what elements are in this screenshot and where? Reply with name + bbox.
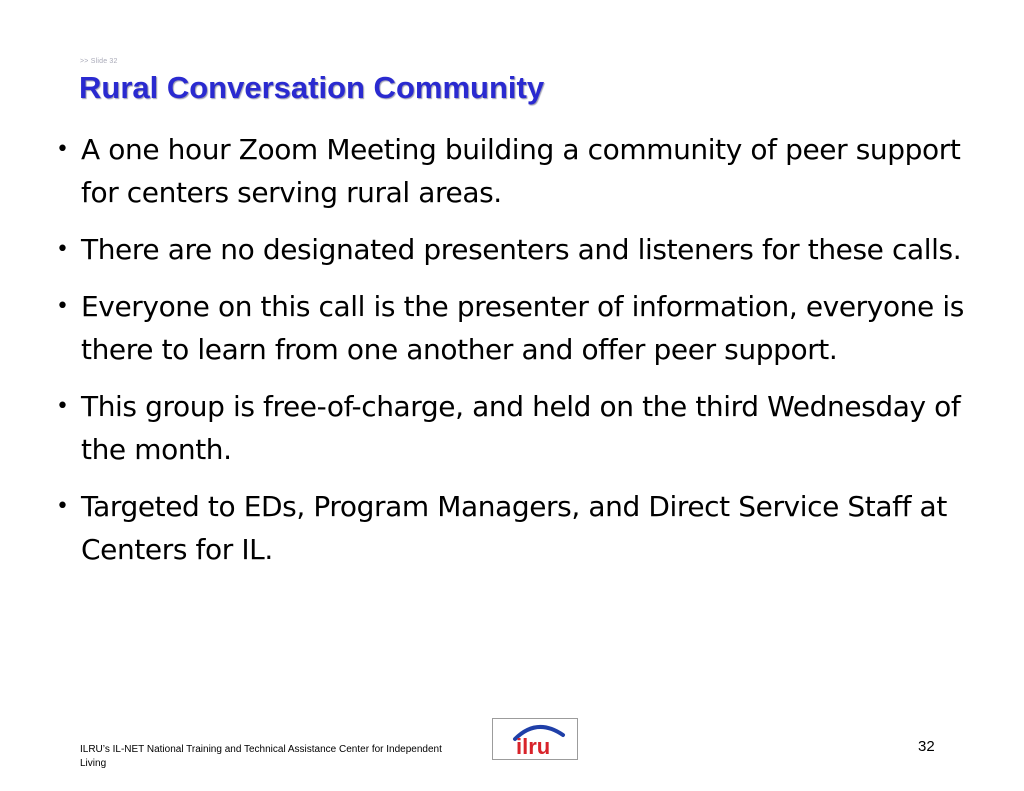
- bullet-dot-icon: •: [56, 294, 69, 319]
- slide-title: Rural Conversation Community: [79, 70, 545, 105]
- footer-organization: ILRU’s IL-NET National Training and Technical Assistance Center for Independent Living: [80, 744, 442, 769]
- ilru-logo-icon: [493, 719, 577, 759]
- bullet-text: A one hour Zoom Meeting building a community of peer support for centers serving rural areas.: [81, 133, 961, 209]
- bullet-item: [56, 228, 986, 271]
- bullet-dot-icon: •: [56, 137, 69, 162]
- bullet-text: Everyone on this call is the presenter of information, everyone is there to learn from one another and offer peer support.: [81, 290, 964, 366]
- bullet-dot-icon: •: [56, 394, 69, 419]
- page-number: 32: [918, 738, 935, 755]
- bullet-text: There are no designated presenters and listeners for these calls.: [81, 233, 962, 266]
- bullet-dot-icon: •: [56, 494, 69, 519]
- slide-reference: >> Slide 32: [80, 58, 118, 65]
- bullet-text: Targeted to EDs, Program Managers, and Direct Service Staff at Centers for IL.: [81, 490, 947, 566]
- bullet-dot-icon: •: [56, 237, 69, 262]
- bullet-item: [56, 285, 986, 371]
- bullet-text: This group is free-of-charge, and held on the third Wednesday of the month.: [81, 390, 961, 466]
- bullet-item: [56, 485, 986, 571]
- bullet-list: [56, 128, 986, 585]
- logo-wordmark: ilru: [516, 734, 551, 759]
- bullet-item: [56, 128, 986, 214]
- ilru-logo: [492, 718, 578, 760]
- bullet-item: [56, 385, 986, 471]
